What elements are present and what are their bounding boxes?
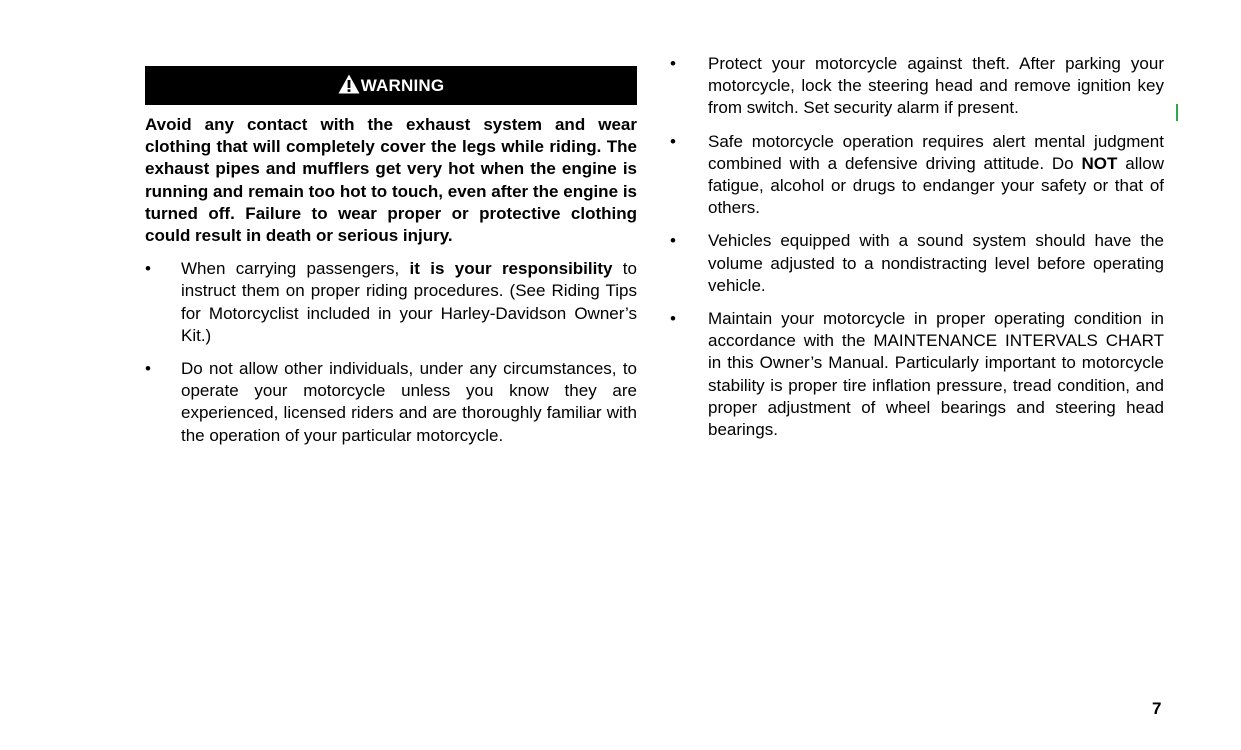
text-segment: allow fatigue, alcohol or drugs to endanger your safety or that of others. [708,153,1165,218]
list-item-text [181,359,637,445]
list-item [670,230,1164,297]
bullet-icon: • [670,131,676,151]
right-bullet-list [670,53,1164,441]
left-column [145,66,637,447]
emphasis-text: NOT [1081,153,1118,173]
bullet-icon: • [145,359,151,379]
list-item-text [708,231,1164,294]
page-number: 7 [1152,699,1162,718]
list-item-text [181,259,637,345]
bullet-icon: • [145,259,151,279]
text-segment: to instruct them on proper riding procedures. (See Riding Tips for Motorcyclist included in your Harley-Davidson Owner’s Kit.) [181,259,637,345]
warning-text: Avoid any contact with the exhaust system and wear clothing that will completely cover the legs while riding. The exhaust pipes and mufflers get very hot when the engine is running and remain too hot to touch, even after the engine is turned off. Failure to wear proper or protective clothing could result in death or serious injury. [145,115,637,246]
text-segment: Safe motorcycle operation requires alert mental judgment combined with a defensive driving attitude. Do [708,131,1164,173]
warning-triangle-icon [338,77,361,94]
list-item [145,358,637,447]
list-item-text [708,54,1164,117]
text-segment: Maintain your motorcycle in proper operating condition in accordance with the MAINTENANCE INTERVALS CHART in this Owner’s Manual. Particularly important to motorcycle stability is proper tire inflation pressure, tread condition, and proper adjustment of wheel bearings and steering head bearings. [708,309,1164,440]
list-item [145,258,637,347]
text-segment: Do not allow other individuals, under any circumstances, to operate your motorcycle unless you know they are experienced, licensed riders and are thoroughly familiar with the operation of your particular motorcycle. [181,359,637,445]
list-item-text [708,132,1164,218]
list-item [670,308,1164,441]
warning-header [145,66,637,105]
warning-label: WARNING [360,75,445,95]
revision-change-bar [1176,104,1178,121]
list-item [670,53,1164,120]
bullet-icon: • [670,309,676,329]
text-segment: Protect your motorcycle against theft. After parking your motorcycle, lock the steering head and remove ignition key from switch. Set security alarm if present. [708,54,1164,118]
list-item [670,131,1164,220]
right-column [670,53,1164,441]
text-segment: Vehicles equipped with a sound system should have the volume adjusted to a nondistracting level before operating vehicle. [708,231,1164,295]
text-segment: When carrying passengers, [181,259,410,279]
bullet-icon: • [670,54,676,73]
emphasis-text: it is your responsibility [409,259,613,279]
bullet-icon: • [670,231,676,251]
left-bullet-list [145,258,637,447]
list-item-text [708,309,1164,439]
